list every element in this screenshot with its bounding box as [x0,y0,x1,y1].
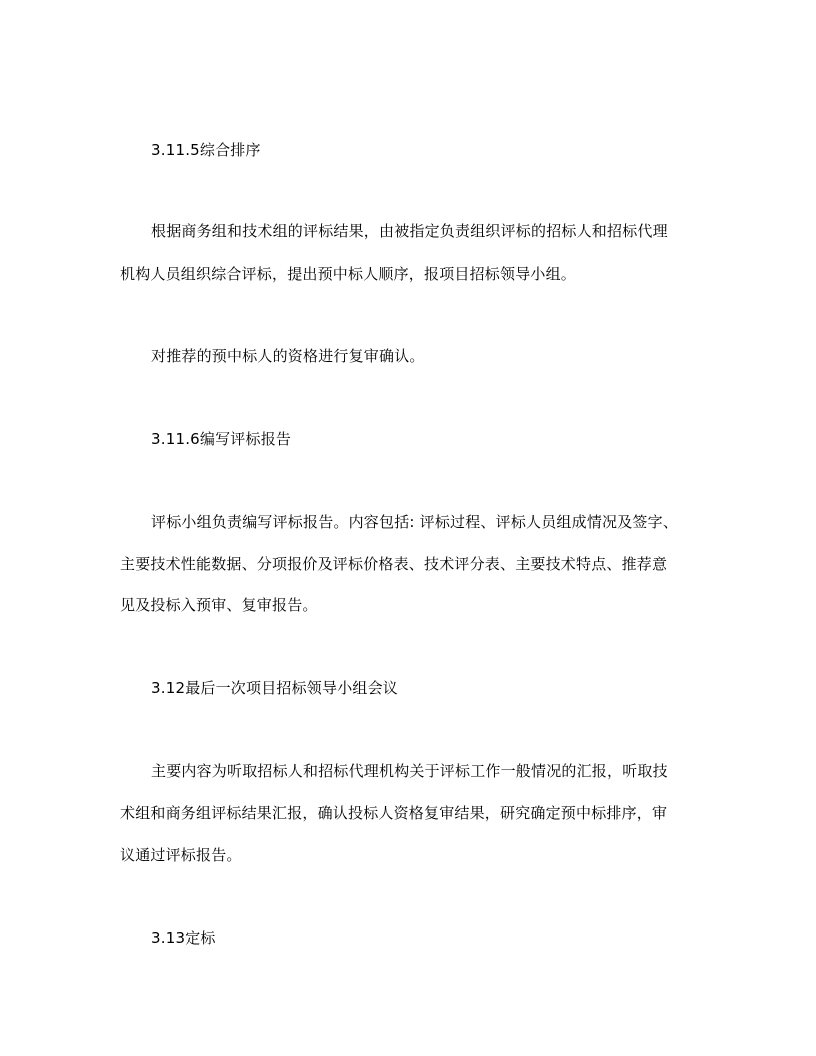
section-heading-3-12: 3.12最后一次项目招标领导小组会议 [151,679,398,697]
paragraph-line: 主要技术性能数据、分项报价及评标价格表、技术评分表、主要技术特点、推荐意 [120,555,668,573]
paragraph-line: 机构人员组织综合评标，提出预中标人顺序，报项目招标领导小组。 [120,265,577,283]
section-heading-3-13: 3.13定标 [151,929,216,947]
paragraph-line: 见及投标入预审、复审报告。 [120,596,318,614]
paragraph-line: 议通过评标报告。 [120,846,242,864]
paragraph-line: 根据商务组和技术组的评标结果，由被指定负责组织评标的招标人和招标代理 [151,222,668,240]
paragraph-line: 评标小组负责编写评标报告。内容包括: 评标过程、评标人员组成情况及签字、 [151,513,679,531]
paragraph-line: 对推荐的预中标人的资格进行复审确认。 [151,347,425,365]
paragraph-line: 主要内容为听取招标人和招标代理机构关于评标工作一般情况的汇报，听取技 [151,762,668,780]
section-heading-3-11-5: 3.11.5综合排序 [151,141,261,159]
paragraph-line: 术组和商务组评标结果汇报，确认投标人资格复审结果，研究确定预中标排序，审 [120,804,668,822]
section-heading-3-11-6: 3.11.6编写评标报告 [151,430,292,448]
